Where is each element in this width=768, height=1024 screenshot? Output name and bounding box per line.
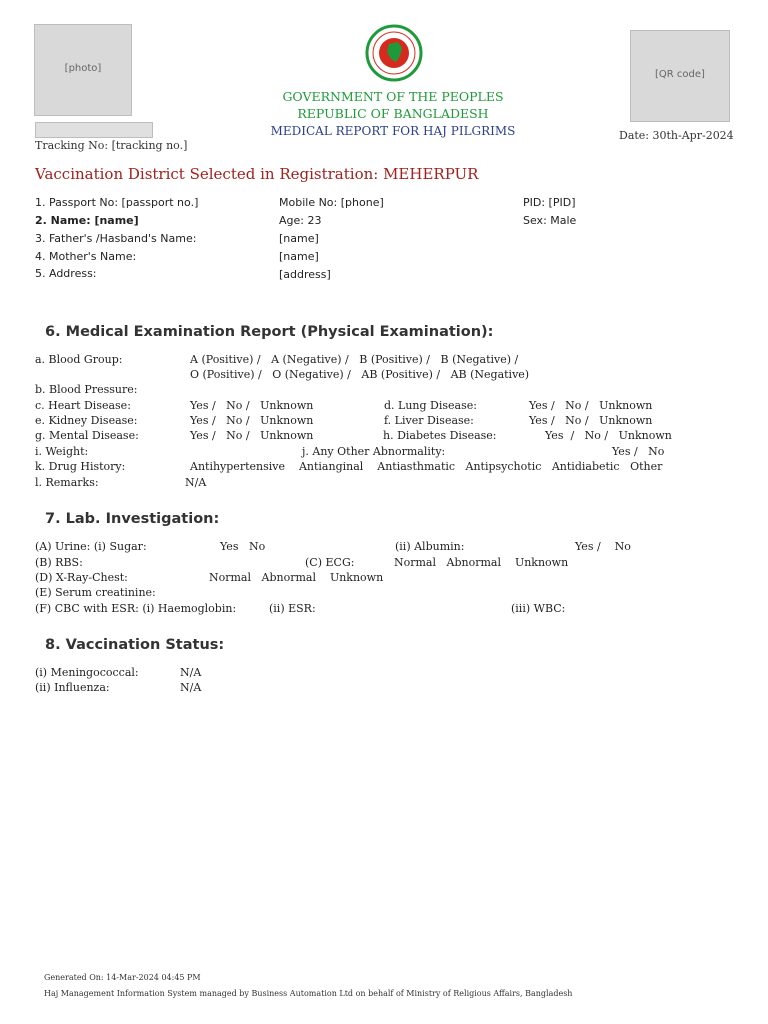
mental-disease-options: Yes / No / Unknown (190, 429, 314, 442)
remarks-label: l. Remarks: (35, 476, 99, 489)
xray-chest-label: (D) X-Ray-Chest: (35, 571, 128, 584)
sex: Sex: Male (523, 214, 577, 227)
blood-group-options-1: A (Positive) / A (Negative) / B (Positive) / B (Negative) / (190, 353, 519, 366)
albumin-label: (ii) Albumin: (395, 540, 465, 553)
ecg-options: Normal Abnormal Unknown (394, 556, 569, 569)
barcode (35, 122, 153, 138)
father-name-label: 3. Father's /Hasband's Name: (35, 232, 197, 245)
mobile-number: Mobile No: [phone] (279, 196, 384, 209)
government-line-1: GOVERNMENT OF THE PEOPLES (282, 89, 504, 104)
pilgrim-name: 2. Name: [name] (35, 214, 139, 227)
wbc-label: (iii) WBC: (511, 602, 566, 615)
cbc-haemoglobin-label: (F) CBC with ESR: (i) Haemoglobin: (35, 602, 237, 615)
liver-disease-label: f. Liver Disease: (384, 414, 474, 427)
section-6-title: 6. Medical Examination Report (Physical Examination): (45, 324, 494, 340)
passport-number: 1. Passport No: [passport no.] (35, 196, 199, 209)
remarks-value: N/A (185, 476, 207, 489)
report-title: MEDICAL REPORT FOR HAJ PILGRIMS (270, 124, 516, 138)
kidney-disease-label: e. Kidney Disease: (35, 414, 138, 427)
urine-sugar-options: Yes No (220, 540, 266, 553)
section-8-title: 8. Vaccination Status: (45, 637, 225, 653)
section-7-title: 7. Lab. Investigation: (45, 511, 220, 527)
mental-disease-label: g. Mental Disease: (35, 429, 139, 442)
vaccination-district-heading: Vaccination District Selected in Registration: MEHERPUR (35, 165, 479, 183)
ecg-label: (C) ECG: (305, 556, 355, 569)
report-date: Date: 30th-Apr-2024 (619, 129, 734, 142)
diabetes-disease-label: h. Diabetes Disease: (383, 429, 497, 442)
blood-group-options-2: O (Positive) / O (Negative) / AB (Positive) / AB (Negative) (190, 368, 530, 381)
influenza-label: (ii) Influenza: (35, 681, 110, 694)
tracking-number: Tracking No: [tracking no.] (35, 139, 188, 152)
liver-disease-options: Yes / No / Unknown (529, 414, 653, 427)
esr-label: (ii) ESR: (269, 602, 316, 615)
xray-chest-options: Normal Abnormal Unknown (209, 571, 384, 584)
heart-disease-options: Yes / No / Unknown (190, 399, 314, 412)
urine-sugar-label: (A) Urine: (i) Sugar: (35, 540, 147, 553)
kidney-disease-options: Yes / No / Unknown (190, 414, 314, 427)
influenza-value: N/A (180, 681, 202, 694)
rbs-label: (B) RBS: (35, 556, 83, 569)
meningococcal-value: N/A (180, 666, 202, 679)
pid: PID: [PID] (523, 196, 576, 209)
managed-by-note: Haj Management Information System managed by Business Automation Ltd on behalf of Ministry of Religious Affairs, Bangladesh (44, 989, 573, 998)
lung-disease-label: d. Lung Disease: (384, 399, 477, 412)
blood-group-label: a. Blood Group: (35, 353, 123, 366)
drug-history-label: k. Drug History: (35, 460, 126, 473)
age: Age: 23 (279, 214, 322, 227)
generated-on: Generated On: 14-Mar-2024 04:45 PM (44, 973, 201, 982)
other-abnormality-label: j. Any Other Abnormality: (302, 445, 446, 458)
serum-creatinine-label: (E) Serum creatinine: (35, 586, 156, 599)
government-line-2: REPUBLIC OF BANGLADESH (297, 106, 489, 121)
qr-code: [QR code] (630, 30, 730, 122)
bangladesh-emblem-icon (363, 24, 425, 82)
mother-name-label: 4. Mother's Name: (35, 250, 137, 263)
blood-pressure-label: b. Blood Pressure: (35, 383, 138, 396)
albumin-options: Yes / No (575, 540, 631, 553)
lung-disease-options: Yes / No / Unknown (529, 399, 653, 412)
drug-history-options: Antihypertensive Antianginal Antiasthmatic Antipsychotic Antidiabetic Other (190, 460, 663, 473)
address-label: 5. Address: (35, 267, 97, 280)
pilgrim-photo: [photo] (34, 24, 132, 116)
address-line-1: [address] (279, 268, 331, 281)
weight-label: i. Weight: (35, 445, 89, 458)
meningococcal-label: (i) Meningococcal: (35, 666, 139, 679)
other-abnormality-options: Yes / No (612, 445, 665, 458)
father-name-value: [name] (279, 232, 319, 245)
mother-name-value: [name] (279, 250, 319, 263)
heart-disease-label: c. Heart Disease: (35, 399, 131, 412)
diabetes-disease-options: Yes / No / Unknown (545, 429, 672, 442)
